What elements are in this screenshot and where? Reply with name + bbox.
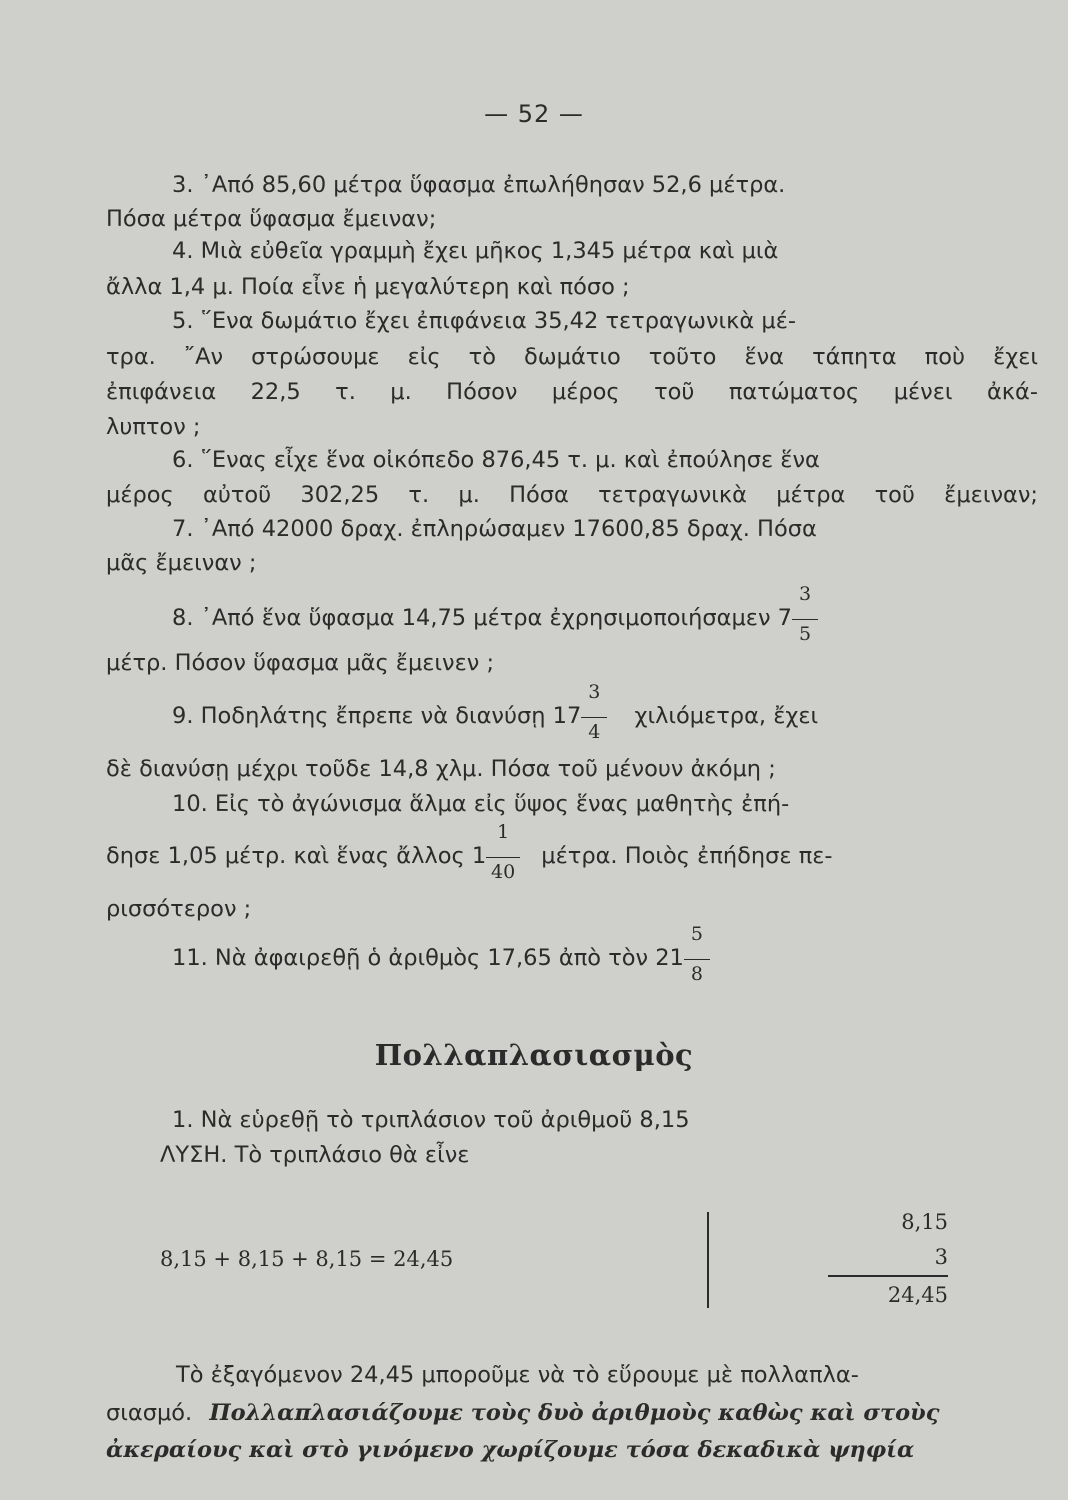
fraction-numerator: 5: [690, 923, 703, 945]
problem-10-line-1: 10. Εἰς τὸ ἀγώνισμα ἅλμα εἰς ὕψος ἕνας μαθητὴς ἐπή-: [172, 791, 790, 817]
problem-10-text-a: δησε 1,05 μέτρ. καὶ ἕνας ἄλλος 1: [106, 843, 487, 869]
problem-3-line-1: 3. ᾿Από 85,60 μέτρα ὕφασμα ἐπωλήθησαν 52,6 μέτρα.: [172, 172, 786, 198]
problem-5-line-1: 5. ῞Ενα δωμάτιο ἔχει ἐπιφάνεια 35,42 τετραγωνικὰ μέ-: [172, 308, 796, 334]
fraction-denominator: 8: [690, 963, 703, 985]
page-number: — 52 —: [484, 100, 584, 128]
product: 24,45: [887, 1283, 948, 1307]
problem-11-text: 11. Νὰ ἀφαιρεθῇ ὁ ἀριθμὸς 17,65 ἀπὸ τὸν 21: [172, 945, 684, 971]
addition-equation: 8,15 + 8,15 + 8,15 = 24,45: [160, 1247, 454, 1271]
problem-3-line-2: Πόσα μέτρα ὕφασμα ἔμειναν;: [106, 206, 437, 232]
problem-9-text-b: χιλιόμετρα, ἔχει: [634, 703, 819, 729]
multiplicand: 8,15: [901, 1210, 948, 1234]
problem-8-line-2: μέτρ. Πόσον ὕφασμα μᾶς ἔμεινεν ;: [106, 650, 495, 676]
paragraph-line-1: Τὸ ἐξαγόμενον 24,45 μποροῦμε νὰ τὸ εὕρουμε μὲ πολλαπλα-: [176, 1362, 859, 1388]
problem-8-text: 8. ᾿Από ἕνα ὕφασμα 14,75 μέτρα ἐχρησιμοποιήσαμεν 7: [172, 605, 792, 631]
problem-7-line-2: μᾶς ἔμειναν ;: [106, 550, 257, 576]
paragraph-line-2: [106, 1398, 939, 1428]
problem-9-line-2: δὲ διανύσῃ μέχρι τοῦδε 14,8 χλμ. Πόσα τοῦ μένουν ἀκόμη ;: [106, 756, 776, 782]
paragraph-emphasis: Πολλαπλασιάζουμε τοὺς δυὸ ἀριθμοὺς καθὼς καὶ στοὺς: [209, 1400, 940, 1426]
vertical-divider: [707, 1212, 709, 1308]
problem-5-line-3: ἐπιφάνεια 22,5 τ. μ. Πόσον μέρος τοῦ πατώματος μένει ἀκά-: [106, 379, 1038, 405]
problem-5-line-4: λυπτον ;: [106, 414, 201, 440]
fraction-numerator: 3: [588, 681, 601, 703]
problem-7-line-1: 7. ᾿Από 42000 δραχ. ἐπληρώσαμεν 17600,85 δραχ. Πόσα: [172, 516, 817, 542]
fraction-3-5: [792, 583, 818, 645]
problem-10-line-3: ρισσότερον ;: [106, 896, 252, 922]
multiplication-question: 1. Νὰ εὑρεθῇ τὸ τριπλάσιον τοῦ ἀριθμοῦ 8,15: [172, 1107, 690, 1133]
problem-9-line-1: [172, 681, 819, 743]
section-heading: Πολλαπλασιασμὸς: [374, 1038, 694, 1072]
fraction-1-40: [486, 821, 520, 883]
problem-11-line-1: [172, 923, 710, 985]
problem-4-line-1: 4. Μιὰ εὐθεῖα γραμμὴ ἔχει μῆκος 1,345 μέτρα καὶ μιὰ: [172, 238, 779, 264]
problem-8-line-1: [172, 583, 818, 645]
solution-label: ΛΥΣΗ. Τὸ τριπλάσιο θὰ εἶνε: [160, 1142, 470, 1168]
paragraph-line-3: ἀκεραίους καὶ στὸ γινόμενο χωρίζουμε τόσα δεκαδικὰ ψηφία: [106, 1437, 915, 1463]
problem-9-text-a: 9. Ποδηλάτης ἔπρεπε νὰ διανύσῃ 17: [172, 703, 582, 729]
fraction-numerator: 3: [798, 583, 812, 605]
fraction-denominator: 5: [798, 623, 812, 645]
fraction-numerator: 1: [497, 821, 510, 843]
fraction-5-8: [684, 923, 710, 985]
fraction-3-4: [581, 681, 607, 743]
problem-6-line-1: 6. ῞Ενας εἶχε ἕνα οἰκόπεδο 876,45 τ. μ. καὶ ἐπούλησε ἕνα: [172, 447, 820, 473]
problem-4-line-2: ἄλλα 1,4 μ. Ποία εἶνε ἡ μεγαλύτερη καὶ πόσο ;: [106, 274, 630, 300]
problem-10-line-2: [106, 821, 833, 883]
paragraph-text: σιασμό.: [106, 1400, 193, 1426]
multiplication-bar: [828, 1275, 948, 1277]
fraction-denominator: 40: [491, 861, 516, 883]
fraction-denominator: 4: [588, 721, 601, 743]
multiplier: 3: [934, 1245, 948, 1269]
problem-10-text-b: μέτρα. Ποιὸς ἐπήδησε πε-: [541, 843, 833, 869]
problem-5-line-2: τρα. ῎Αν στρώσουμε εἰς τὸ δωμάτιο τοῦτο ἕνα τάπητα ποὺ ἔχει: [106, 344, 1038, 370]
problem-6-line-2: μέρος αὐτοῦ 302,25 τ. μ. Πόσα τετραγωνικὰ μέτρα τοῦ ἔμειναν;: [106, 482, 1038, 508]
